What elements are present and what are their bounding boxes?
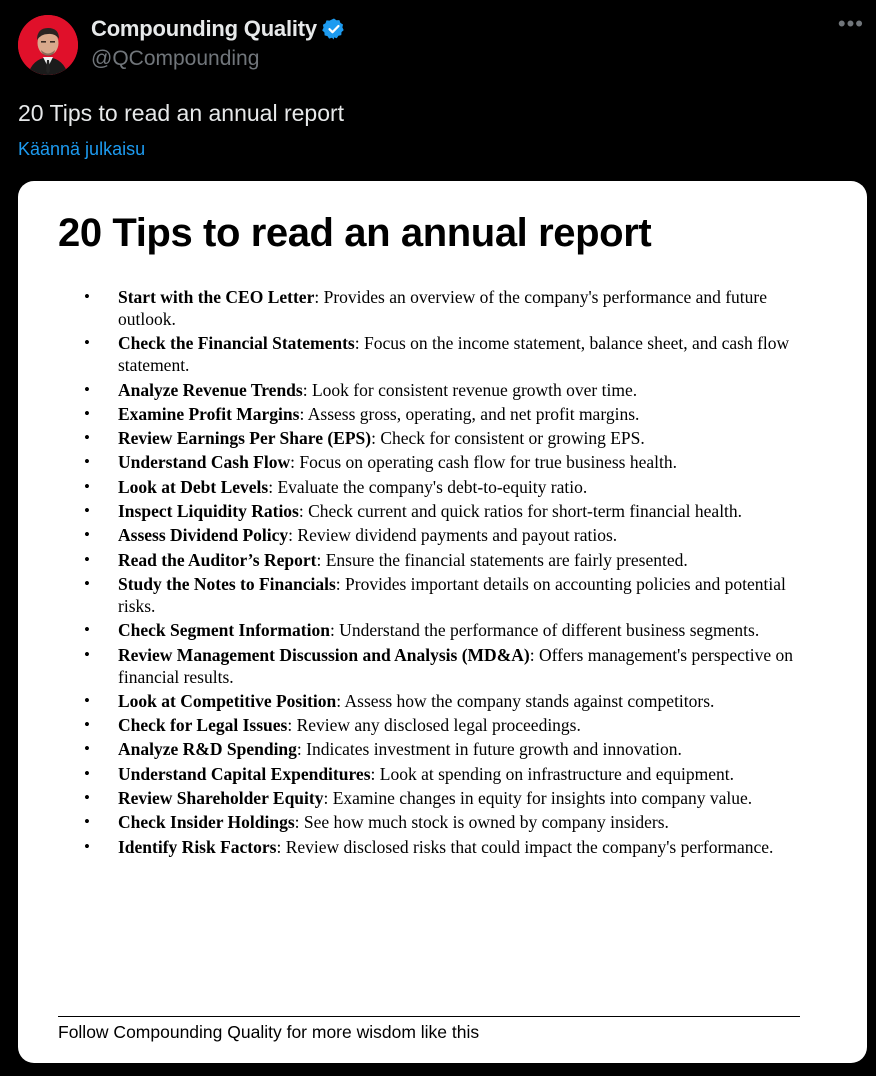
tip-description: : Focus on the income statement, balance sheet, and cash flow statement. — [118, 333, 790, 376]
author-name-row[interactable] — [91, 16, 346, 42]
tip-heading: Study the Notes to Financials — [118, 573, 336, 594]
bullet-icon: • — [84, 501, 90, 521]
tip-item — [84, 403, 824, 425]
bullet-icon: • — [84, 333, 90, 353]
tip-description: : Check for consistent or growing EPS. — [371, 428, 645, 449]
tip-item — [84, 332, 824, 376]
tip-heading: Review Earnings Per Share (EPS) — [118, 428, 372, 449]
tip-item — [84, 524, 824, 546]
tip-item — [84, 811, 824, 833]
tip-item — [84, 476, 824, 498]
tip-description: : Offers management's perspective on financial results. — [118, 644, 794, 687]
tip-description: : Review any disclosed legal proceedings. — [287, 715, 581, 736]
tip-item — [84, 427, 824, 449]
tip-item — [84, 738, 824, 760]
bullet-icon: • — [84, 620, 90, 640]
avatar-portrait-icon — [18, 15, 78, 75]
bullet-icon: • — [84, 690, 90, 710]
tip-description: : Review dividend payments and payout ratios. — [288, 525, 618, 546]
bullet-icon: • — [84, 739, 90, 759]
tip-item — [84, 714, 824, 736]
tip-item — [84, 451, 824, 473]
tip-description: : Assess how the company stands against competitors. — [336, 690, 715, 711]
tip-heading: Analyze R&D Spending — [118, 739, 297, 760]
bullet-icon: • — [84, 644, 90, 664]
tip-heading: Read the Auditor’s Report — [118, 549, 317, 570]
footer-divider — [58, 1016, 800, 1017]
tip-description: : Review disclosed risks that could impact the company's performance. — [276, 836, 774, 857]
card-title: 20 Tips to read an annual report — [58, 211, 652, 255]
tip-description: : Examine changes in equity for insights into company value. — [323, 788, 753, 809]
tip-description: : Provides important details on accounting policies and potential risks. — [118, 573, 786, 616]
tip-description: : Check current and quick ratios for short-term financial health. — [298, 501, 743, 522]
verified-badge-icon — [322, 17, 346, 41]
tip-item — [84, 549, 824, 571]
tip-item — [84, 500, 824, 522]
author-handle[interactable]: @QCompounding — [91, 47, 260, 70]
tip-heading: Understand Cash Flow — [118, 452, 291, 473]
tip-item — [84, 379, 824, 401]
more-options-icon[interactable]: ••• — [837, 11, 864, 36]
translate-post-link[interactable]: Käännä julkaisu — [18, 139, 146, 159]
tips-list — [84, 286, 824, 860]
tip-heading: Look at Competitive Position — [118, 690, 337, 711]
tip-heading: Check for Legal Issues — [118, 715, 288, 736]
tip-item — [84, 787, 824, 809]
tip-heading: Review Shareholder Equity — [118, 788, 324, 809]
tip-heading: Look at Debt Levels — [118, 476, 269, 497]
bullet-icon: • — [84, 403, 90, 423]
tip-heading: Inspect Liquidity Ratios — [118, 501, 299, 522]
bullet-icon: • — [84, 763, 90, 783]
bullet-icon: • — [84, 549, 90, 569]
bullet-icon: • — [84, 452, 90, 472]
bullet-icon: • — [84, 812, 90, 832]
tip-description: : See how much stock is owned by company insiders. — [294, 812, 669, 833]
tip-heading: Check Segment Information — [118, 620, 330, 641]
tip-heading: Identify Risk Factors — [118, 836, 277, 857]
tip-description: : Look for consistent revenue growth over time. — [302, 379, 638, 400]
bullet-icon: • — [84, 428, 90, 448]
bullet-icon: • — [84, 573, 90, 593]
bullet-icon: • — [84, 836, 90, 856]
author-display-name[interactable]: Compounding Quality — [91, 16, 317, 41]
tip-item — [84, 836, 824, 858]
tweet-text: 20 Tips to read an annual report — [18, 100, 345, 126]
tip-item — [84, 763, 824, 785]
tip-description: : Ensure the financial statements are fairly presented. — [316, 549, 688, 570]
tip-heading: Examine Profit Margins — [118, 403, 300, 424]
bullet-icon: • — [84, 788, 90, 808]
bullet-icon: • — [84, 379, 90, 399]
tip-heading: Review Management Discussion and Analysis (MD&A) — [118, 644, 530, 665]
tip-description: : Look at spending on infrastructure and equipment. — [370, 763, 735, 784]
bullet-icon: • — [84, 525, 90, 545]
tip-description: : Indicates investment in future growth and innovation. — [296, 739, 682, 760]
tip-item — [84, 573, 824, 617]
tip-heading: Analyze Revenue Trends — [118, 379, 303, 400]
tip-description: : Evaluate the company's debt-to-equity ratio. — [268, 476, 588, 497]
tip-description: : Understand the performance of different business segments. — [329, 620, 760, 641]
tip-heading: Assess Dividend Policy — [118, 525, 289, 546]
tip-heading: Check Insider Holdings — [118, 812, 295, 833]
tip-item — [84, 690, 824, 712]
bullet-icon: • — [84, 476, 90, 496]
tip-description: : Focus on operating cash flow for true business health. — [290, 452, 677, 473]
tip-heading: Check the Financial Statements — [118, 333, 355, 354]
bullet-icon: • — [84, 287, 90, 306]
tip-item — [84, 644, 824, 688]
tip-description: : Provides an overview of the company's performance and future outlook. — [118, 287, 768, 329]
card-footer: Follow Compounding Quality for more wisdom like this — [58, 1022, 480, 1042]
tip-item — [84, 286, 824, 330]
attached-image-card[interactable] — [18, 181, 867, 1063]
avatar[interactable] — [18, 15, 78, 75]
tip-item — [84, 619, 824, 641]
bullet-icon: • — [84, 715, 90, 735]
tip-heading: Understand Capital Expenditures — [118, 763, 371, 784]
tip-description: : Assess gross, operating, and net profit margins. — [299, 403, 640, 424]
tip-heading: Start with the CEO Letter — [118, 287, 315, 307]
